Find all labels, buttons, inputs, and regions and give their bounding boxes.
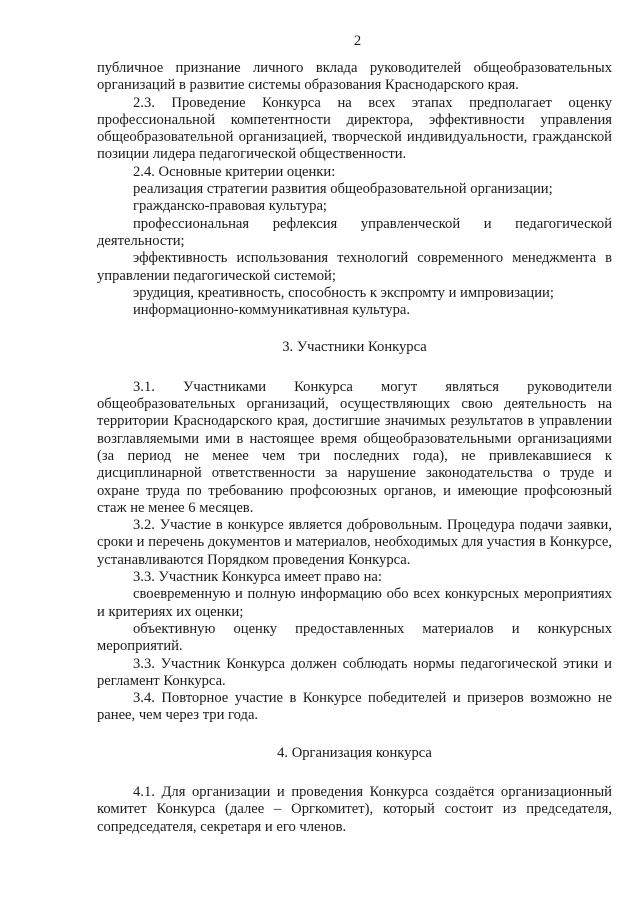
criteria-item: профессиональная рефлексия управленческой и педагогической деятельности; <box>97 215 612 249</box>
paragraph-3-3: 3.3. Участник Конкурса имеет право на: <box>133 569 382 586</box>
criteria-item: реализация стратегии развития общеобразовательной организации; <box>133 181 553 198</box>
document-body <box>97 60 612 836</box>
criteria-item: информационно-коммуникативная культура. <box>133 302 411 319</box>
criteria-item: эрудиция, креативность, способность к экспромту и импровизации; <box>133 284 554 301</box>
criteria-item: гражданско-правовая культура; <box>133 198 327 215</box>
rights-item: объективную оценку предоставленных материалов и конкурсных мероприятий. <box>97 620 612 655</box>
paragraph-3-4: 3.4. Повторное участие в Конкурсе победителей и призеров возможно не ранее, чем через три года. <box>97 690 612 724</box>
section-4-heading: 4. Организация конкурса <box>277 744 432 761</box>
paragraph-4-1: 4.1. Для организации и проведения Конкурса создаётся организационный комитет Конкурса (далее – Оргкомитет), который состоит из председателя, сопредседателя, секретаря и его членов. <box>97 783 612 835</box>
paragraph-2-4: 2.4. Основные критерии оценки: <box>133 163 336 180</box>
page-number: 2 <box>353 33 362 49</box>
paragraph-2-2-continuation: публичное признание личного вклада руководителей общеобразовательных организаций в развитие системы образования Краснодарского края. <box>97 60 612 94</box>
paragraph-2-3: 2.3. Проведение Конкурса на всех этапах предполагает оценку профессиональной компетентности директора, эффективности управления общеобразовательной организацией, творческой индивидуальности, гражданской позиции лидера педагогической общественности. <box>97 94 612 163</box>
paragraph-3-2: 3.2. Участие в конкурсе является добровольным. Процедура подачи заявки, сроки и перечень документов и материалов, необходимых для участия в Конкурсе, устанавливаются Порядком проведения Конкурса. <box>97 517 612 568</box>
paragraph-3-3-duties: 3.3. Участник Конкурса должен соблюдать нормы педагогической этики и регламент Конкурса. <box>97 655 612 689</box>
criteria-item: эффективность использования технологий современного менеджмента в управлении педагогической системой; <box>97 250 612 284</box>
paragraph-3-1: 3.1. Участниками Конкурса могут являться руководители общеобразовательных организаций, осуществляющих свою деятельность на территории Краснодарского края, достигшие значимых результатов в управлении возглавляемыми ими в настоящее время общеобразовательными организациями (за период не менее чем три последних года), не привлекавшиеся к дисциплинарной ответственности за нарушение законодательства о труде и охране труда по требованию профсоюзных органов, и имеющие профсоюзный стаж не менее 6 месяцев. <box>97 378 612 516</box>
section-3-heading: 3. Участники Конкурса <box>282 339 427 356</box>
rights-item: своевременную и полную информацию обо всех конкурсных мероприятиях и критериях их оценки; <box>97 586 612 620</box>
